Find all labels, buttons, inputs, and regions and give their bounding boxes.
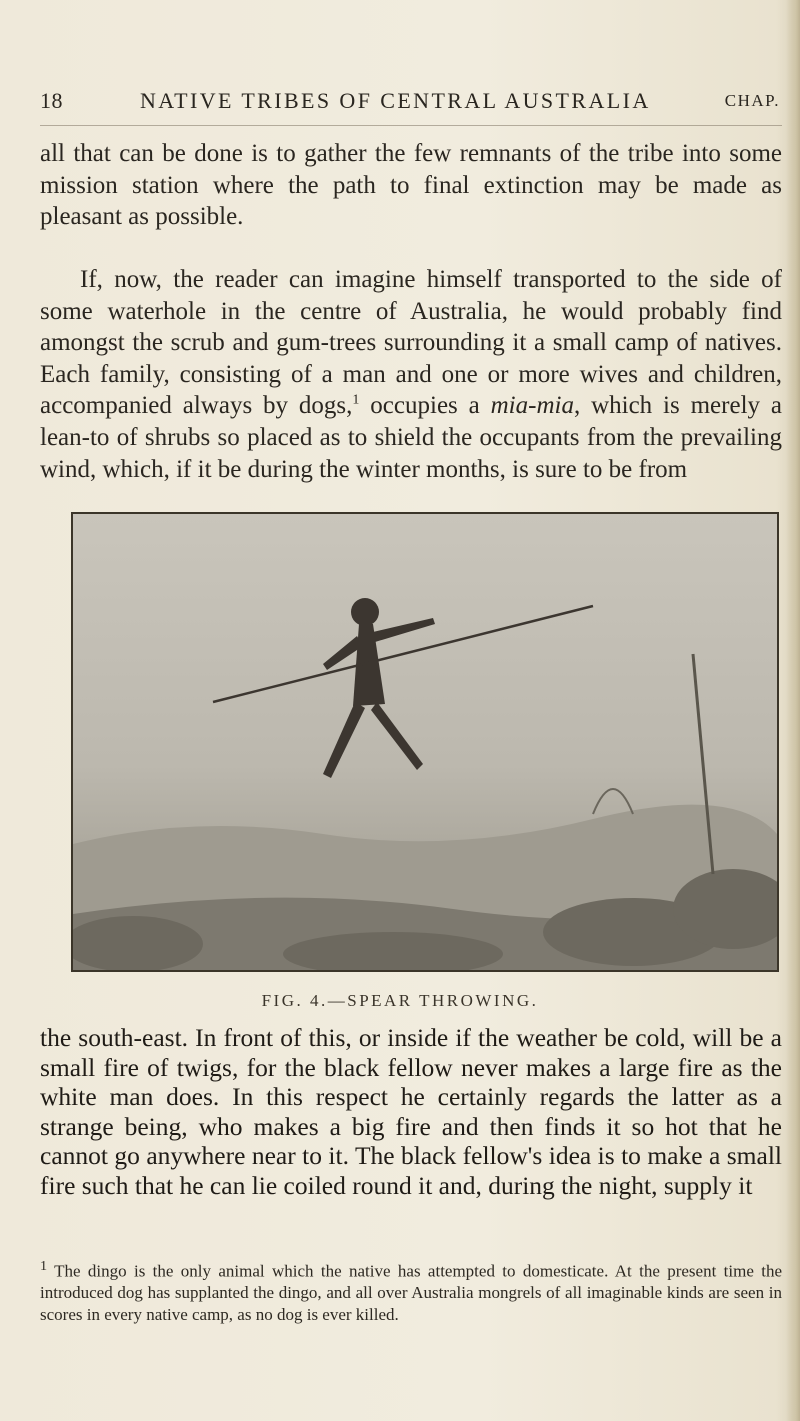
header-rule [40,125,782,126]
running-header [40,88,780,118]
paragraph-2-text-a: If, now, the reader can imagine himself transported to the side of some waterhole in the centre of Australia, he would probably find amongst the scrub and gum-trees surrounding it a small camp of natives. Each family, consisting of a man and one or more wives and children, accompanied always by dogs, [40,266,782,420]
chapter-label: CHAP. [724,91,780,110]
mia-mia-term: mia-mia [490,392,574,420]
figure-photograph [71,512,779,972]
footnote-line-1: The dingo is the only animal which the native has attempted to domesticate. [47,1261,609,1281]
footnote [40,1256,782,1325]
paragraph-2 [40,264,782,485]
page-gutter-shadow [786,0,800,1421]
paragraph-2-text-b: occupies a [359,392,491,420]
figure-caption: FIG. 4.—SPEAR THROWING. [261,991,539,1010]
running-title: NATIVE TRIBES OF CENTRAL AUSTRALIA [140,88,651,113]
paragraph-1: all that can be done is to gather the few remnants of the tribe into some mission station where the path to final extinction may be made as pleasant as possible. [40,140,782,231]
footnote-marker: 1 [40,1258,48,1274]
paragraph-2-text-c: , which is merely a lean-to of shrubs so placed as to shield the occupants from the prevailing wind, which, if it be during the winter months, is sure to be from [40,392,782,483]
footnote-reference: 1 [352,393,360,409]
page-number: 18 [40,88,63,113]
paragraph-3: the south-east. In front of this, or inside if the weather be cold, will be a small fire of twigs, for the black fellow never makes a large fire as the white man does. In this respect he certainly regards the latter as a strange being, who makes a big fire and then finds it so hot that he cannot go anywhere near to it. The black fellow's idea is to make a small fire such that he can lie coiled round it and, during the night, supply it [40,1023,782,1200]
footnote-text: At the present time the introduced dog has supplanted the dingo, and all over Australia mongrels of all imaginable kinds are seen in scores in every native camp, as no dog is ever killed. [40,1261,783,1324]
spear-throwing-photo [73,514,777,970]
